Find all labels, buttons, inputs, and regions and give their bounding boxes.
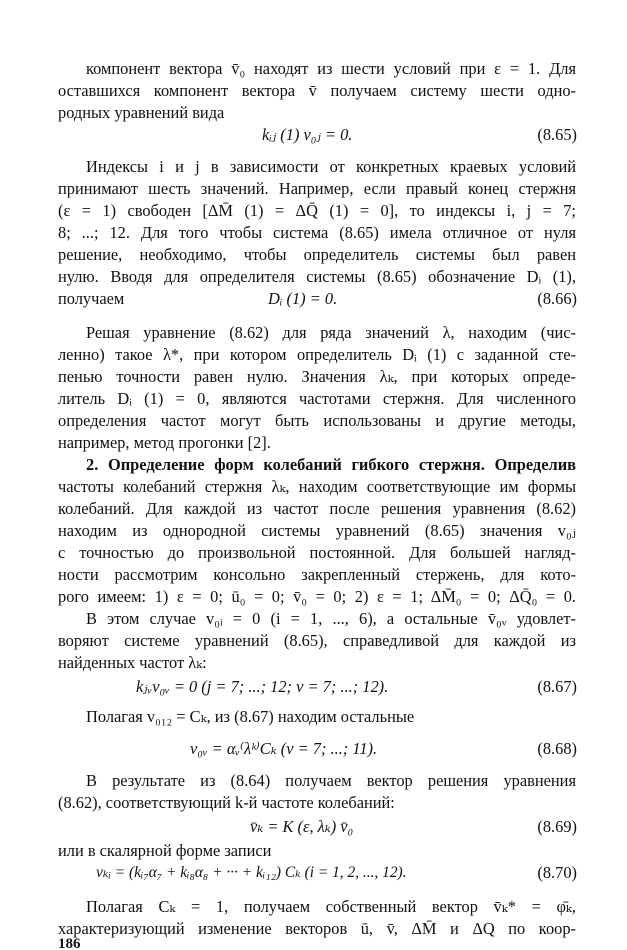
text-line: Полагая v₀₁₂ = Cₖ, из (8.67) находим остальные (86, 707, 415, 726)
page-number: 186 (58, 938, 81, 950)
text-line: определения частот могут быть использованы и другие методы, (58, 411, 576, 430)
text-line: Полагая Cₖ = 1, получаем собственный вектор v̄ₖ* = φ̄ₖ, (86, 897, 576, 916)
equation: kⱼᵥv₀ᵥ = 0 (j = 7; ...; 12; ν = 7; ...; 12). (136, 677, 389, 696)
equation-number: (8.69) (537, 817, 577, 836)
text-line: литель Dᵢ (1) = 0, являются частотами стержня. Для численного (58, 389, 576, 408)
equation-number: (8.68) (537, 739, 577, 758)
text-line: решение, необходимо, чтобы определитель системы был равен (58, 245, 576, 264)
text-line: 8; ...; 12. Для того чтобы система (8.65) имела отличное от нуля (58, 223, 576, 242)
text-line: частоты колебаний стержня λₖ, находим соответствующие им формы (58, 477, 576, 496)
text-line: находим из однородной системы уравнений (8.65) значения v₀ⱼ (58, 521, 576, 540)
text-line: принимают шесть значений. Например, если правый конец стержня (58, 179, 576, 198)
text-line: ности рассмотрим консольно закрепленный стержень, для кото- (58, 565, 576, 584)
equation-number: (8.65) (537, 125, 577, 144)
text-line: В этом случае v₀ᵢ = 0 (i = 1, ..., 6), а остальные v̄₀ᵥ удовлет- (86, 609, 576, 628)
equation-number: (8.67) (537, 677, 577, 696)
equation-number: (8.70) (537, 863, 577, 882)
text-line: например, метод прогонки [2]. (58, 433, 271, 452)
text-line: (8.62), соответствующий k-й частоте колебаний: (58, 793, 395, 812)
text-line: воряют системе уравнений (8.65), справедливой для каждой из (58, 631, 576, 650)
text-line: найденных частот λₖ: (58, 653, 207, 672)
equation: Dᵢ (1) = 0. (268, 289, 338, 308)
text-line: характеризующий изменение векторов ū, v̄, ΔM̄ и ΔQ по коор- (58, 919, 576, 938)
text-line: получаем (58, 289, 125, 308)
equation: vₖᵢ = (kᵢ₇α₇ + kᵢ₈α₈ + ··· + kᵢ₁₂) Cₖ (i = 1, 2, ..., 12). (96, 864, 407, 881)
text-line: пенью точности равен нулю. Значения λₖ, при которых опреде- (58, 367, 576, 386)
text-line: или в скалярной форме записи (58, 841, 272, 860)
text-line: Индексы i и j в зависимости от конкретных краевых условий (86, 157, 576, 176)
text-line: компонент вектора v̄₀ находят из шести условий при ε = 1. Для (86, 59, 576, 78)
text-line: (ε = 1) свободен [ΔM̄ (1) = ΔQ̄ (1) = 0], то индексы i, j = 7; (58, 201, 576, 220)
text-line: Решая уравнение (8.62) для ряда значений λ, находим (чис- (86, 323, 576, 342)
equation: kᵢⱼ (1) v₀ⱼ = 0. (262, 125, 353, 144)
text-line: ленно) такое λ*, при котором определитель Dᵢ (1) с заданной сте- (58, 345, 576, 364)
text-line: рого имеем: 1) ε = 0; ū₀ = 0; v̄₀ = 0; 2) ε = 1; ΔM̄₀ = 0; ΔQ̄₀ = 0. (58, 587, 576, 606)
text-line: оставшихся компонент вектора v̄ получаем систему шести одно- (58, 81, 576, 100)
text-line: родных уравнений вида (58, 103, 225, 122)
equation: v₀ᵥ = αᵥ⁽λᵏ⁾Cₖ (ν = 7; ...; 11). (190, 739, 378, 758)
text-line: с точностью до произвольной постоянной. Для большей нагляд- (58, 543, 576, 562)
section-heading-line: 2. Определение форм колебаний гибкого стержня. Определив (86, 455, 576, 474)
text-line: В результате из (8.64) получаем вектор решения уравнения (86, 771, 576, 790)
equation-number: (8.66) (537, 289, 577, 308)
text-line: нулю. Вводя для определителя системы (8.65) обозначение Dᵢ (1), (58, 267, 576, 286)
equation: v̄ₖ = K (ε, λₖ) v̄₀ (250, 817, 354, 836)
text-line: колебаний. Для каждой из частот после решения уравнения (8.62) (58, 499, 576, 518)
